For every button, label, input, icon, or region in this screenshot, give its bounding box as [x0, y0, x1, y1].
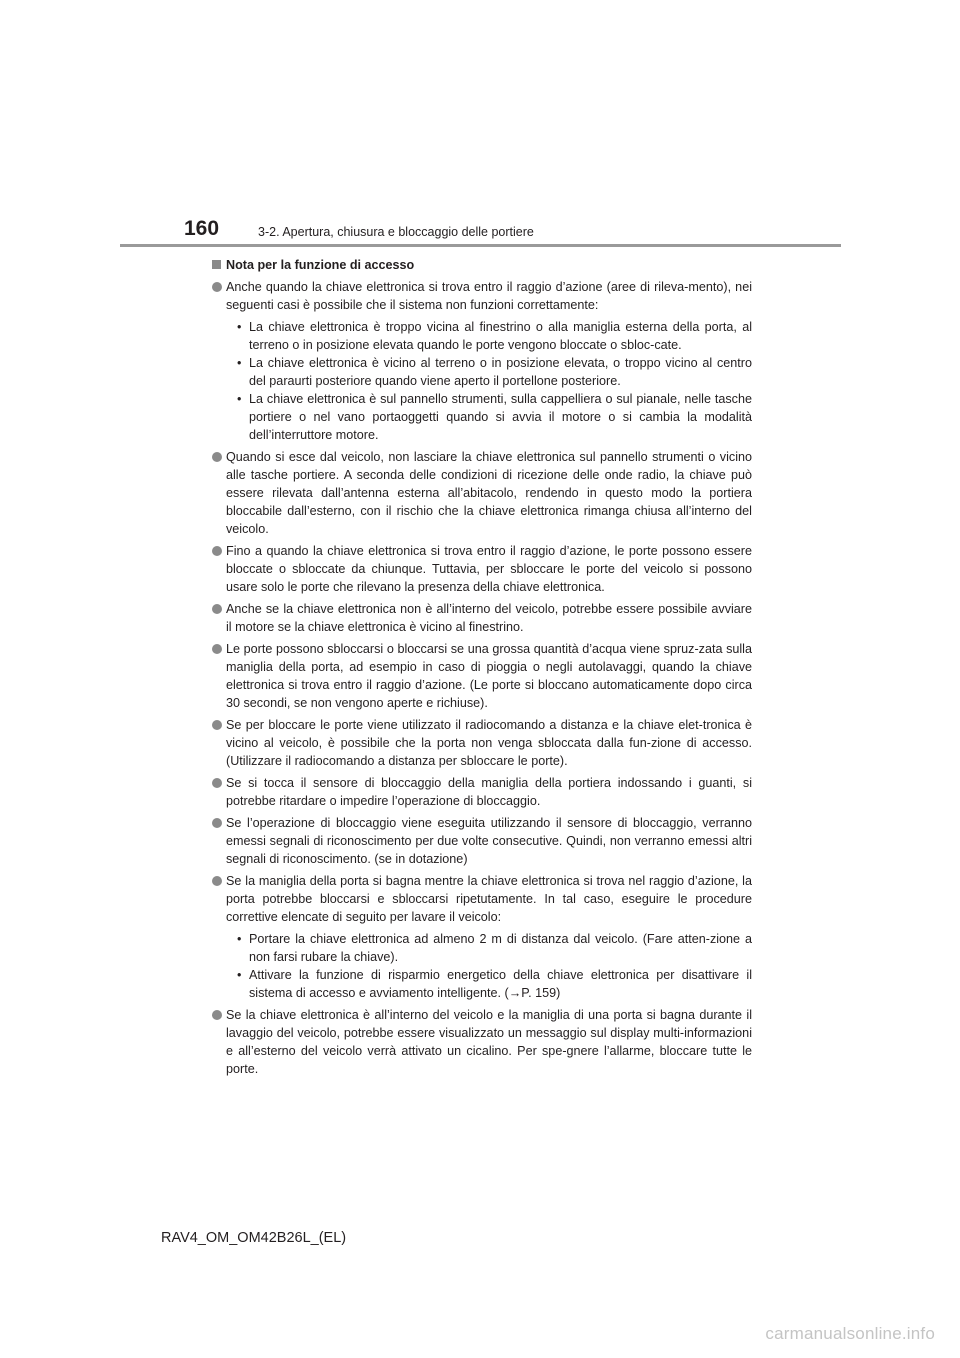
manual-code: RAV4_OM_OM42B26L_(EL): [161, 1230, 347, 1246]
bullet-item: [211, 872, 752, 926]
page-number: 160: [184, 217, 220, 240]
round-bullet-icon: [212, 282, 222, 292]
bullet-item: [211, 814, 752, 868]
bullet-item: [211, 716, 752, 770]
round-bullet-icon: [212, 818, 222, 828]
watermark: carmanualsonline.info: [765, 1324, 935, 1343]
bullet-text: Fino a quando la chiave elettronica si trova entro il raggio d’azione, le porte possono essere bloccate o sbloccate da chiunque. Tuttavia, per sbloccare le porte del veicolo si possono usare solo le porte che rilevano la presenza della chiave elettronica.: [226, 544, 752, 594]
section-heading-text: Nota per la funzione di accesso: [226, 258, 415, 272]
bullet-item: [211, 640, 752, 712]
square-bullet-icon: [212, 260, 221, 269]
sub-item-text: La chiave elettronica è sul pannello strumenti, sulla cappelliera o sul pianale, nelle tasche portiere o nel vano portaoggetti quando si avvia il motore o si cambia la modalità dell’interruttore motore.: [249, 392, 752, 442]
bullet-text: Se per bloccare le porte viene utilizzato il radiocomando a distanza e la chiave elet-tronica è vicino al veicolo, è possibile che la porta non venga sbloccata dalla fun-zione di accesso. (Utilizzare il radiocomando a distanza per sbloccare le porte).: [226, 718, 752, 768]
round-bullet-icon: [212, 720, 222, 730]
bullet-text: Anche quando la chiave elettronica si trova entro il raggio d’azione (aree di rileva-mento), nei seguenti casi è possibile che il sistema non funzioni correttamente:: [226, 280, 752, 312]
sub-list-item: • La chiave elettronica è sul pannello strumenti, sulla cappelliera o sul pianale, nelle tasche portiere o nel vano portaoggetti quando si avvia il motore o si cambia la modalità dell’interruttore motore.: [237, 392, 752, 442]
bullet-text: Se la maniglia della porta si bagna mentre la chiave elettronica si trova nel raggio d’azione, la porta potrebbe bloccarsi e sbloccarsi ripetutamente. In tal caso, eseguire le procedure correttive elencate di seguito per lavare il veicolo:: [226, 874, 752, 924]
round-bullet-icon: [212, 1010, 222, 1020]
section-header-title: 3-2. Apertura, chiusura e bloccaggio delle portiere: [258, 225, 534, 239]
sub-item-text: La chiave elettronica è vicino al terreno o in posizione elevata, o troppo vicino al centro del paraurti posteriore quando viene aperto il portellone posteriore.: [249, 356, 752, 388]
bullet-text: Le porte possono sbloccarsi o bloccarsi se una grossa quantità d’acqua viene spruz-zata sulla maniglia della porta, ad esempio in caso di pioggia o negli autolavaggi, quando la chiave elettronica si trova entro il raggio d’azione. (Le porte si bloccano automaticamente dopo circa 30 secondi, se non vengono aperte e richiuse).: [226, 642, 752, 710]
bullet-text: Anche se la chiave elettronica non è all’interno del veicolo, potrebbe essere possibile avviare il motore se la chiave elettronica è vicino al finestrino.: [226, 602, 752, 634]
bullet-item: [211, 448, 752, 538]
bullet-text: Quando si esce dal veicolo, non lasciare la chiave elettronica sul pannello strumenti o vicino alle tasche portiere. A seconda delle condizioni di ricezione delle onde radio, la chiave può essere rilevata dall’antenna esterna all’abitacolo, rendendo in questo modo la portiera bloccabile dall’esterno, con il rischio che la chiave elettronica rimanga chiusa all’interno del veicolo.: [226, 450, 752, 536]
sub-item-text: La chiave elettronica è troppo vicina al finestrino o alla maniglia esterna della porta, al terreno o in posizione elevata quando le porte vengono bloccate o sbloc-cate.: [249, 320, 752, 352]
bullet-item: [211, 774, 752, 810]
sub-list: [211, 318, 752, 444]
round-bullet-icon: [212, 452, 222, 462]
main-content: [211, 256, 752, 1082]
sub-list-item: • Attivare la funzione di risparmio energetico della chiave elettronica per disattivare il sistema di accesso e avviamento intelligente. (→P. 159): [237, 968, 752, 1000]
sub-item-text: Attivare la funzione di risparmio energetico della chiave elettronica per disattivare il sistema di accesso e avviamento intelligente. (→P. 159): [249, 968, 752, 1000]
round-bullet-icon: [212, 604, 222, 614]
sub-item-text: Portare la chiave elettronica ad almeno 2 m di distanza dal veicolo. (Fare atten-zione a non farsi rubare la chiave).: [249, 932, 752, 964]
round-bullet-icon: [212, 876, 222, 886]
round-bullet-icon: [212, 778, 222, 788]
header-divider: [120, 244, 841, 247]
round-bullet-icon: [212, 546, 222, 556]
bullet-item: [211, 600, 752, 636]
bullet-text: Se la chiave elettronica è all’interno del veicolo e la maniglia di una porta si bagna durante il lavaggio del veicolo, potrebbe essere visualizzato un messaggio sul display multi-informazioni e all’esterno del veicolo verrà attivato un cicalino. Per spe-gnere l’allarme, bloccare tutte le porte.: [226, 1008, 752, 1076]
sub-list: [211, 930, 752, 1002]
bullet-text: Se si tocca il sensore di bloccaggio della maniglia della portiera indossando i guanti, si potrebbe ritardare o impedire l’operazione di bloccaggio.: [226, 776, 752, 808]
sub-list-item: • Portare la chiave elettronica ad almeno 2 m di distanza dal veicolo. (Fare atten-zione a non farsi rubare la chiave).: [237, 932, 752, 964]
sub-list-item: • La chiave elettronica è troppo vicina al finestrino o alla maniglia esterna della porta, al terreno o in posizione elevata quando le porte vengono bloccate o sbloc-cate.: [237, 320, 752, 352]
bullet-text: Se l’operazione di bloccaggio viene eseguita utilizzando il sensore di bloccaggio, verranno emessi segnali di riconoscimento per due volte consecutive. Quindi, non verranno emessi altri segnali di riconoscimento. (se in dotazione): [226, 816, 752, 866]
bullet-item: [211, 278, 752, 314]
round-bullet-icon: [212, 644, 222, 654]
sub-list-item: • La chiave elettronica è vicino al terreno o in posizione elevata, o troppo vicino al centro del paraurti posteriore quando viene aperto il portellone posteriore.: [237, 356, 752, 388]
section-heading: [211, 256, 752, 274]
bullet-item: [211, 1006, 752, 1078]
bullet-item: [211, 542, 752, 596]
